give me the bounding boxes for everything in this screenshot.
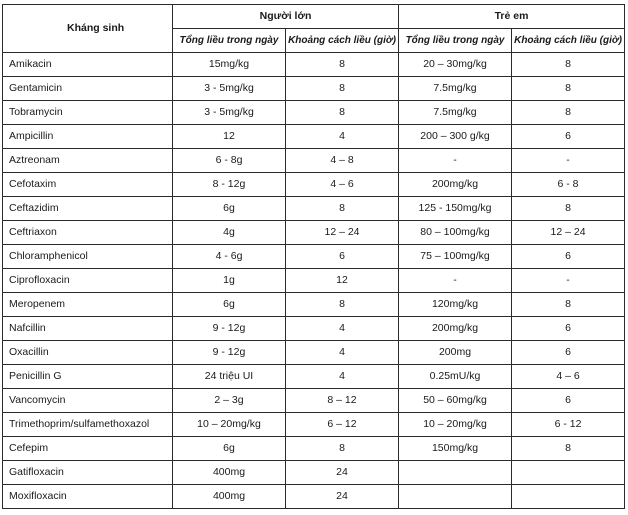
child-dose-cell — [399, 485, 512, 509]
table-row — [3, 485, 625, 509]
child-dose-cell: - — [399, 149, 512, 173]
table-row — [3, 125, 625, 149]
drug-name-cell: Tobramycin — [3, 101, 173, 125]
adult-interval-cell: 24 — [286, 485, 399, 509]
child-dose-cell: 125 - 150mg/kg — [399, 197, 512, 221]
adult-interval-cell: 24 — [286, 461, 399, 485]
table-header — [3, 5, 625, 53]
drug-name-cell: Ampicillin — [3, 125, 173, 149]
child-interval-cell: 8 — [512, 53, 625, 77]
table-row — [3, 413, 625, 437]
adult-dose-cell: 1g — [173, 269, 286, 293]
child-interval-cell: 6 - 8 — [512, 173, 625, 197]
adult-dose-cell: 9 - 12g — [173, 317, 286, 341]
adult-dose-cell: 4g — [173, 221, 286, 245]
table-row — [3, 221, 625, 245]
adult-interval-cell: 8 — [286, 77, 399, 101]
table-row — [3, 101, 625, 125]
table-row — [3, 461, 625, 485]
child-dose-cell: 150mg/kg — [399, 437, 512, 461]
adult-interval-cell: 8 — [286, 197, 399, 221]
adult-interval-cell: 8 — [286, 293, 399, 317]
adult-dose-cell: 12 — [173, 125, 286, 149]
adult-interval-cell: 8 — [286, 53, 399, 77]
adult-interval-cell: 4 – 6 — [286, 173, 399, 197]
child-interval-cell: 8 — [512, 293, 625, 317]
header-adult-total-dose: Tổng liều trong ngày — [173, 29, 286, 53]
drug-name-cell: Cefotaxim — [3, 173, 173, 197]
table-row — [3, 389, 625, 413]
header-child-interval: Khoảng cách liều (giờ) — [512, 29, 625, 53]
adult-dose-cell: 6 - 8g — [173, 149, 286, 173]
table-row — [3, 365, 625, 389]
child-dose-cell: 200mg — [399, 341, 512, 365]
child-interval-cell: 8 — [512, 77, 625, 101]
adult-dose-cell: 3 - 5mg/kg — [173, 101, 286, 125]
adult-dose-cell: 24 triệu UI — [173, 365, 286, 389]
child-interval-cell: 6 — [512, 317, 625, 341]
adult-interval-cell: 8 – 12 — [286, 389, 399, 413]
adult-interval-cell: 8 — [286, 437, 399, 461]
child-interval-cell: 12 – 24 — [512, 221, 625, 245]
child-interval-cell: 6 — [512, 245, 625, 269]
antibiotic-dosage-table-page — [2, 4, 624, 512]
drug-name-cell: Aztreonam — [3, 149, 173, 173]
header-adult-interval: Khoảng cách liều (giờ) — [286, 29, 399, 53]
antibiotic-dosage-table — [2, 4, 625, 509]
adult-dose-cell: 6g — [173, 437, 286, 461]
child-dose-cell: 75 – 100mg/kg — [399, 245, 512, 269]
adult-dose-cell: 6g — [173, 293, 286, 317]
header-child-group: Trẻ em — [399, 5, 625, 29]
adult-dose-cell: 400mg — [173, 485, 286, 509]
child-interval-cell — [512, 461, 625, 485]
drug-name-cell: Meropenem — [3, 293, 173, 317]
adult-interval-cell: 4 — [286, 125, 399, 149]
drug-name-cell: Ceftriaxon — [3, 221, 173, 245]
table-row — [3, 173, 625, 197]
drug-name-cell: Gatifloxacin — [3, 461, 173, 485]
adult-interval-cell: 4 — [286, 341, 399, 365]
child-dose-cell — [399, 461, 512, 485]
header-child-total-dose: Tổng liều trong ngày — [399, 29, 512, 53]
drug-name-cell: Vancomycin — [3, 389, 173, 413]
drug-name-cell: Penicillin G — [3, 365, 173, 389]
table-row — [3, 293, 625, 317]
child-dose-cell: 200 – 300 g/kg — [399, 125, 512, 149]
adult-interval-cell: 8 — [286, 101, 399, 125]
drug-name-cell: Oxacillin — [3, 341, 173, 365]
adult-interval-cell: 4 — [286, 317, 399, 341]
drug-name-cell: Nafcillin — [3, 317, 173, 341]
adult-dose-cell: 400mg — [173, 461, 286, 485]
table-row — [3, 269, 625, 293]
adult-dose-cell: 9 - 12g — [173, 341, 286, 365]
child-interval-cell: - — [512, 269, 625, 293]
drug-name-cell: Chloramphenicol — [3, 245, 173, 269]
adult-dose-cell: 8 - 12g — [173, 173, 286, 197]
table-row — [3, 149, 625, 173]
table-body — [3, 53, 625, 509]
child-interval-cell: 6 — [512, 341, 625, 365]
drug-name-cell: Ciprofloxacin — [3, 269, 173, 293]
child-interval-cell: 8 — [512, 197, 625, 221]
adult-dose-cell: 3 - 5mg/kg — [173, 77, 286, 101]
adult-interval-cell: 4 – 8 — [286, 149, 399, 173]
adult-interval-cell: 6 – 12 — [286, 413, 399, 437]
drug-name-cell: Cefepim — [3, 437, 173, 461]
drug-name-cell: Moxifloxacin — [3, 485, 173, 509]
child-dose-cell: 0.25mU/kg — [399, 365, 512, 389]
child-dose-cell: 7.5mg/kg — [399, 101, 512, 125]
child-interval-cell: 6 — [512, 125, 625, 149]
table-row — [3, 317, 625, 341]
child-interval-cell: 6 - 12 — [512, 413, 625, 437]
header-adult-group: Người lớn — [173, 5, 399, 29]
adult-dose-cell: 15mg/kg — [173, 53, 286, 77]
child-dose-cell: 50 – 60mg/kg — [399, 389, 512, 413]
child-interval-cell — [512, 485, 625, 509]
child-dose-cell: 120mg/kg — [399, 293, 512, 317]
child-dose-cell: - — [399, 269, 512, 293]
adult-interval-cell: 12 — [286, 269, 399, 293]
child-dose-cell: 200mg/kg — [399, 173, 512, 197]
child-interval-cell: 8 — [512, 437, 625, 461]
adult-interval-cell: 12 – 24 — [286, 221, 399, 245]
adult-dose-cell: 2 – 3g — [173, 389, 286, 413]
table-row — [3, 53, 625, 77]
header-group-row — [3, 5, 625, 29]
table-row — [3, 77, 625, 101]
adult-dose-cell: 10 – 20mg/kg — [173, 413, 286, 437]
adult-dose-cell: 6g — [173, 197, 286, 221]
drug-name-cell: Amikacin — [3, 53, 173, 77]
child-interval-cell: 6 — [512, 389, 625, 413]
adult-dose-cell: 4 - 6g — [173, 245, 286, 269]
child-dose-cell: 10 – 20mg/kg — [399, 413, 512, 437]
child-dose-cell: 20 – 30mg/kg — [399, 53, 512, 77]
child-interval-cell: 8 — [512, 101, 625, 125]
table-row — [3, 245, 625, 269]
adult-interval-cell: 4 — [286, 365, 399, 389]
header-drug: Kháng sinh — [3, 5, 173, 53]
adult-interval-cell: 6 — [286, 245, 399, 269]
drug-name-cell: Ceftazidim — [3, 197, 173, 221]
child-dose-cell: 7.5mg/kg — [399, 77, 512, 101]
child-interval-cell: - — [512, 149, 625, 173]
child-dose-cell: 200mg/kg — [399, 317, 512, 341]
child-interval-cell: 4 – 6 — [512, 365, 625, 389]
child-dose-cell: 80 – 100mg/kg — [399, 221, 512, 245]
table-row — [3, 341, 625, 365]
table-row — [3, 437, 625, 461]
table-row — [3, 197, 625, 221]
drug-name-cell: Trimethoprim/sulfamethoxazol — [3, 413, 173, 437]
drug-name-cell: Gentamicin — [3, 77, 173, 101]
